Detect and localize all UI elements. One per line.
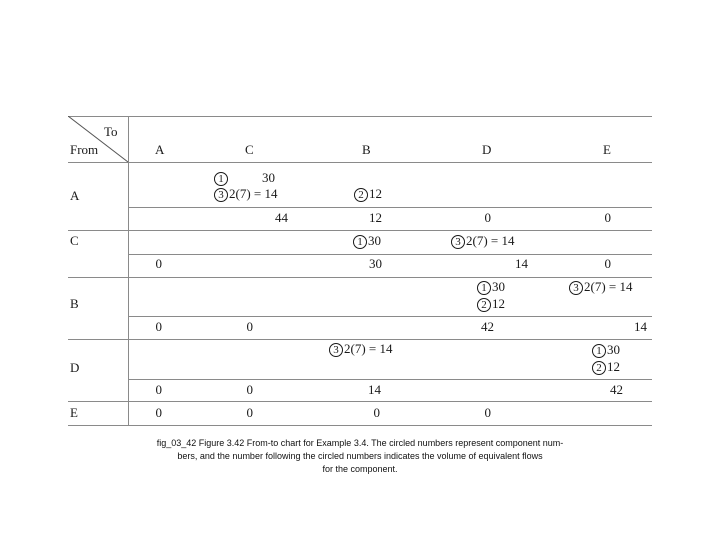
- flow-value: 12: [492, 296, 505, 311]
- component-number-circle: 1: [592, 344, 606, 358]
- flow-entry: [592, 360, 620, 375]
- row-c-divider: [128, 254, 652, 255]
- flow-entry: [214, 187, 278, 202]
- total-d-to-e: 42: [610, 382, 623, 397]
- row-a-divider: [128, 207, 652, 208]
- flow-entry: [451, 234, 515, 249]
- column-header-a: A: [155, 142, 165, 157]
- header-bottom-border: [68, 162, 652, 163]
- flow-value: 30: [368, 233, 381, 248]
- component-number-circle: 1: [477, 281, 491, 295]
- flow-value: 30: [607, 342, 620, 357]
- table-top-border: [68, 116, 652, 117]
- component-number-circle: 3: [214, 188, 228, 202]
- total-a-to-e: 0: [604, 210, 611, 225]
- flow-entry: [569, 280, 633, 295]
- from-header-label: From: [70, 142, 99, 157]
- column-header-e: E: [603, 142, 611, 157]
- row-c-bottom-border: [68, 277, 652, 278]
- component-number-circle: 3: [329, 343, 343, 357]
- row-b-divider: [128, 316, 652, 317]
- column-header-b: B: [362, 142, 371, 157]
- row-a-bottom-border: [68, 230, 652, 231]
- row-label-d: D: [70, 360, 80, 375]
- total-a-to-c: 44: [275, 210, 288, 225]
- flow-value: 12: [607, 359, 620, 374]
- flow-value: 12: [369, 186, 382, 201]
- flow-entry: [354, 187, 382, 202]
- to-header-label: To: [104, 124, 118, 139]
- total-d-to-c: 0: [246, 382, 253, 397]
- row-label-b: B: [70, 296, 79, 311]
- row-d-divider: [128, 379, 652, 380]
- row-label-a: A: [70, 188, 80, 203]
- component-number-circle: 1: [214, 172, 228, 186]
- total-e-to-c: 0: [246, 405, 253, 420]
- column-header-d: D: [482, 142, 492, 157]
- component-number-circle: 2: [477, 298, 491, 312]
- caption-line: for the component.: [322, 464, 398, 474]
- flow-value: 2(7) = 14: [584, 279, 633, 294]
- total-b-to-a: 0: [155, 319, 162, 334]
- caption-line: fig_03_42 Figure 3.42 From-to chart for Example 3.4. The circled numbers represent component num-: [156, 438, 564, 448]
- flow-value: 2(7) = 14: [229, 186, 278, 201]
- flow-value: 30: [262, 170, 275, 185]
- flow-value: 2(7) = 14: [466, 233, 515, 248]
- component-number-circle: 3: [451, 235, 465, 249]
- total-d-to-b: 14: [368, 382, 381, 397]
- total-e-to-a: 0: [155, 405, 162, 420]
- flow-entry: [353, 234, 381, 249]
- component-number-circle: 2: [592, 361, 606, 375]
- total-e-to-b: 0: [373, 405, 380, 420]
- total-c-to-a: 0: [155, 256, 162, 271]
- row-b-bottom-border: [68, 339, 652, 340]
- component-number-circle: 2: [354, 188, 368, 202]
- row-label-e: E: [70, 405, 78, 420]
- caption-line: bers, and the number following the circled numbers indicates the volume of equivalent flows: [177, 451, 543, 461]
- component-number-circle: 3: [569, 281, 583, 295]
- flow-entry: [214, 171, 275, 186]
- total-b-to-e: 14: [634, 319, 647, 334]
- table-bottom-border: [68, 425, 652, 426]
- row-label-c: C: [70, 233, 79, 248]
- flow-entry: [477, 280, 505, 295]
- total-a-to-d: 0: [484, 210, 491, 225]
- flow-value: 2(7) = 14: [344, 341, 393, 356]
- figure-caption: [100, 437, 620, 476]
- flow-entry: [329, 342, 393, 357]
- total-b-to-d: 42: [481, 319, 494, 334]
- total-c-to-e: 0: [604, 256, 611, 271]
- total-c-to-d: 14: [515, 256, 528, 271]
- flow-entry: [477, 297, 505, 312]
- column-header-c: C: [245, 142, 254, 157]
- total-e-to-d: 0: [484, 405, 491, 420]
- total-a-to-b: 12: [369, 210, 382, 225]
- row-d-bottom-border: [68, 401, 652, 402]
- total-c-to-b: 30: [369, 256, 382, 271]
- component-number-circle: 1: [353, 235, 367, 249]
- flow-entry: [592, 343, 620, 358]
- flow-value: 30: [492, 279, 505, 294]
- total-b-to-c: 0: [246, 319, 253, 334]
- total-d-to-a: 0: [155, 382, 162, 397]
